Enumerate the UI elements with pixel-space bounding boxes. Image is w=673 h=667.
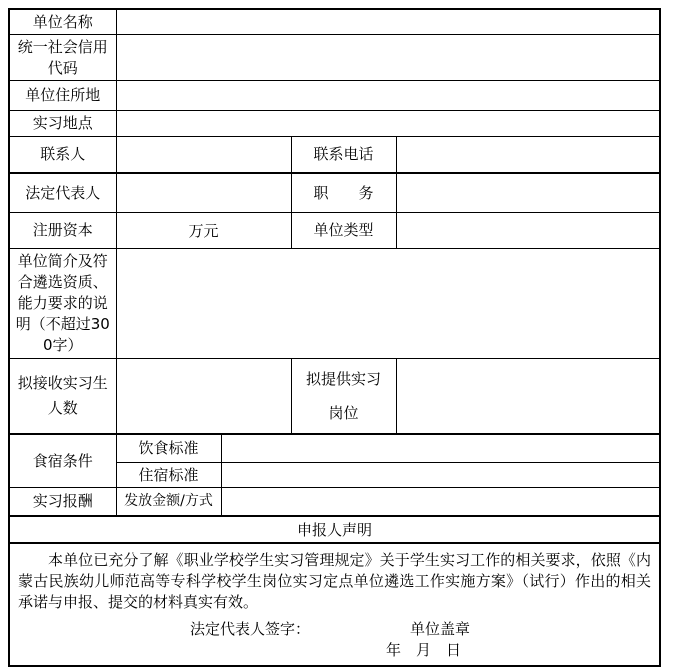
contact-person-label: 联系人 (9, 136, 116, 173)
unit-seal-label: 单位盖章 (410, 619, 471, 638)
declaration-title: 申报人声明 (9, 516, 660, 543)
lodging-standard-value-cell[interactable] (221, 462, 660, 487)
internship-unit-application-form (8, 8, 661, 667)
unit-address-value-cell[interactable] (116, 80, 660, 110)
unit-type-value-cell[interactable] (396, 212, 660, 248)
date-label: 年 月 日 (386, 640, 462, 659)
registered-capital-label: 注册资本 (9, 212, 116, 248)
credit-code-label: 统一社会信用代码 (9, 35, 116, 81)
contact-person-value-cell[interactable] (116, 136, 291, 173)
unit-type-label: 单位类型 (291, 212, 396, 248)
legal-representative-label: 法定代表人 (9, 173, 116, 212)
board-conditions-label: 食宿条件 (9, 434, 116, 487)
intern-count-label: 拟接收实习生人数 (9, 358, 116, 434)
unit-address-label: 单位住所地 (9, 80, 116, 110)
offered-positions-value-cell[interactable] (396, 358, 660, 434)
credit-code-value-cell[interactable] (116, 35, 660, 81)
meal-standard-value-cell[interactable] (221, 434, 660, 462)
unit-name-label: 单位名称 (9, 9, 116, 35)
intern-count-value-cell[interactable] (116, 358, 291, 434)
contact-phone-value-cell[interactable] (396, 136, 660, 173)
legal-representative-value-cell[interactable] (116, 173, 291, 212)
internship-site-label: 实习地点 (9, 110, 116, 136)
declaration-text: 本单位已充分了解《职业学校学生实习管理规定》关于学生实习工作的相关要求，依照《内蒙古民族幼儿师范高等专科学校学生岗位实习定点单位遴选工作实施方案》（试行）作出的相关承诺与申报、提交的材料真实有效。 (18, 550, 651, 611)
internship-pay-label: 实习报酬 (9, 488, 116, 516)
position-label: 职 务 (291, 173, 396, 212)
declaration-cell (9, 543, 660, 666)
meal-standard-label: 饮食标准 (116, 434, 221, 462)
lodging-standard-label: 住宿标准 (116, 462, 221, 487)
unit-name-value-cell[interactable] (116, 9, 660, 35)
position-value-cell[interactable] (396, 173, 660, 212)
legal-rep-signature-label: 法定代表人签字： (190, 619, 311, 638)
pay-amount-method-value-cell[interactable] (221, 488, 660, 516)
pay-amount-method-label: 发放金额/方式 (116, 488, 221, 516)
registered-capital-value-cell[interactable]: 万元 (116, 212, 291, 248)
unit-intro-value-cell[interactable] (116, 248, 660, 358)
contact-phone-label: 联系电话 (291, 136, 396, 173)
internship-site-value-cell[interactable] (116, 110, 660, 136)
unit-intro-label: 单位简介及符合遴选资质、能力要求的说明（不超过300字） (9, 248, 116, 358)
offered-positions-label: 拟提供实习岗位 (291, 358, 396, 434)
